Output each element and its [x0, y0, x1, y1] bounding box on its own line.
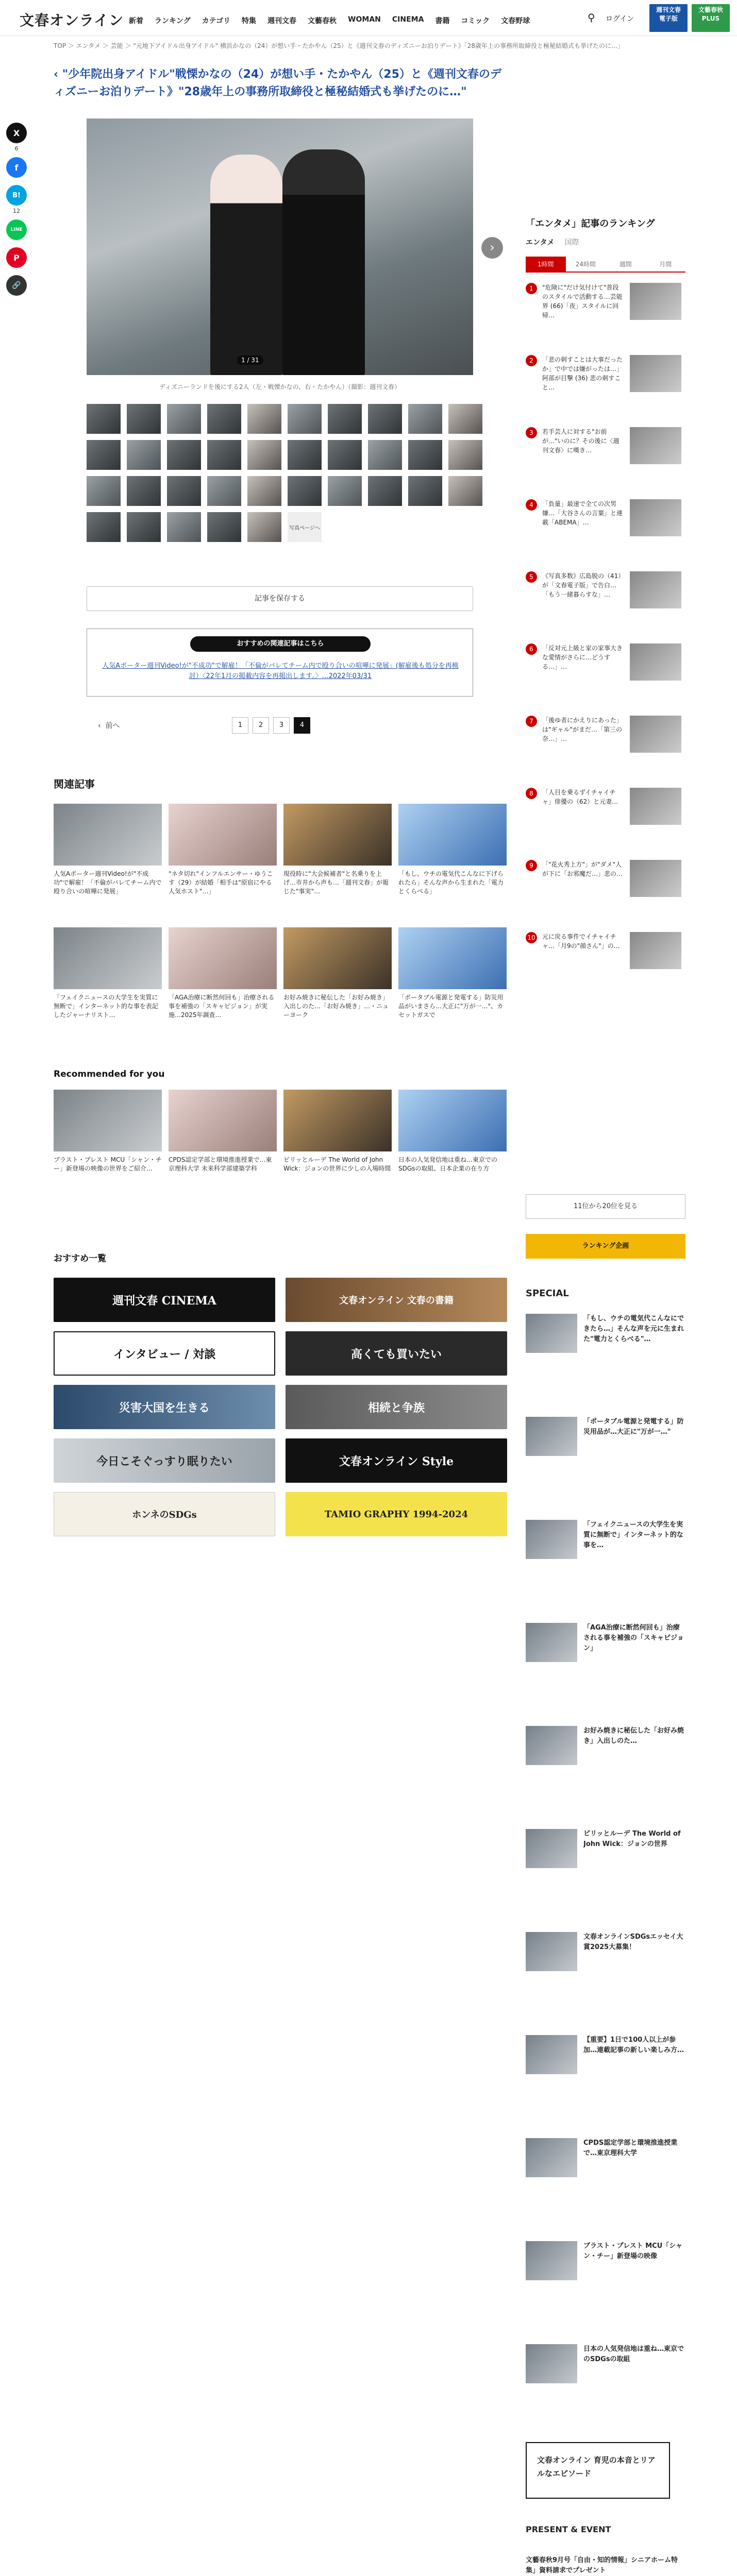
tab-monthly[interactable]: 月間: [659, 261, 672, 268]
photo-thumbnail[interactable]: [247, 476, 281, 506]
search-icon[interactable]: ⚲: [588, 11, 595, 24]
banner-cinema[interactable]: 週刊文春 CINEMA: [54, 1278, 275, 1322]
ranking-title: 「エンタメ」記事のランキング: [526, 218, 655, 229]
rank-number: 5: [526, 571, 537, 583]
related-card-image: [54, 927, 162, 989]
special-heading: SPECIAL: [526, 1288, 569, 1299]
related-heading: 関連記事: [54, 778, 95, 790]
login-link[interactable]: ログイン: [606, 15, 634, 23]
shukan-bunshun-digital-button[interactable]: 週刊文春 電子版: [649, 4, 688, 32]
related-card-image: [169, 804, 277, 866]
ranking-item[interactable]: [526, 427, 685, 489]
page-link-2[interactable]: 2: [253, 717, 269, 734]
ranking-item[interactable]: [526, 860, 685, 922]
ranking-item[interactable]: [526, 788, 685, 850]
ranking-item[interactable]: [526, 932, 685, 994]
pocket-share-icon[interactable]: P: [6, 247, 27, 268]
related-card-image: [283, 804, 392, 866]
related-card-image: [398, 927, 507, 989]
special-item-title: お好み焼きに秘伝した「お好み焼き」入出しのた…: [583, 1727, 684, 1745]
special-item-title: ブラスト・プレスト MCU「シャン・チー」新登場の映像: [583, 2242, 682, 2260]
hatena-bookmark-icon[interactable]: B!: [6, 185, 27, 206]
ranking-more-button[interactable]: 11位から20位を見る: [526, 1194, 685, 1219]
photo-thumbnail[interactable]: [328, 476, 362, 506]
rank-number: 10: [526, 932, 537, 943]
related-grid-row1: [54, 804, 507, 906]
special-item[interactable]: [526, 1726, 685, 1814]
recommended-card-image: [398, 1090, 507, 1151]
nav-item-comic[interactable]: コミック: [461, 17, 490, 25]
rank-number: 3: [526, 427, 537, 438]
ranking-item[interactable]: [526, 571, 685, 633]
rank-number: 1: [526, 283, 537, 294]
related-card[interactable]: [398, 927, 507, 1029]
ranking-item-image: [630, 932, 681, 969]
related-card[interactable]: [283, 804, 392, 906]
related-card-title: 現役時に"大会候補者"と名乗りを上げ…市井から声も…「週刊文春」が報じた"事実"…: [283, 870, 389, 895]
special-item-title: CPDS認定学部と環境推進授業で…東京理科大学: [583, 2139, 678, 2157]
special-item-image: [526, 1932, 577, 1971]
related-card[interactable]: [398, 804, 507, 906]
nav-item-woman[interactable]: WOMAN: [348, 15, 381, 24]
photo-thumbnail[interactable]: [368, 440, 402, 470]
ranking-item-title: 《写真多数》広島脱の（41）が「文春電子版」で告白…「もう一緒暮らすな」…: [542, 572, 625, 598]
special-item[interactable]: [526, 2035, 685, 2123]
banner-sleep[interactable]: 今日こそぐっすり眠りたい: [54, 1438, 275, 1483]
recommended-card[interactable]: [54, 1090, 162, 1192]
special-item[interactable]: [526, 1520, 685, 1607]
ranking-item[interactable]: [526, 283, 685, 345]
prev-page-link[interactable]: [98, 720, 120, 731]
special-item-title: 「もし、ウチの電気代こんなにできたら…」そんな声を元に生まれた"電力とくらべる"…: [583, 1315, 684, 1343]
special-item[interactable]: [526, 1932, 685, 2020]
related-grid-row2: [54, 927, 507, 1029]
special-item-image: [526, 1623, 577, 1662]
photo-thumbnail[interactable]: [288, 476, 322, 506]
photo-thumbnail[interactable]: [328, 404, 362, 434]
tab-1hour[interactable]: 1時間: [526, 257, 566, 272]
main-article-photo[interactable]: [87, 118, 473, 375]
special-item-image: [526, 2035, 577, 2074]
related-card-image: [283, 927, 392, 989]
recommended-card-title: ピリッとルーデ The World of John Wick：ジョンの世界に少しの入場時間: [283, 1156, 391, 1172]
banner-sdgs[interactable]: ホンネのSDGs: [54, 1492, 275, 1536]
chevron-left-icon: ‹: [98, 722, 106, 730]
recommended-grid: [54, 1090, 507, 1192]
photo-thumbnail[interactable]: [448, 440, 482, 470]
recommended-card[interactable]: [283, 1090, 392, 1192]
recommended-card[interactable]: [169, 1090, 277, 1192]
special-item-title: ピリッとルーデ The World of John Wick：ジョンの世界: [583, 1830, 681, 1848]
photo-thumbnail[interactable]: [408, 404, 442, 434]
related-card[interactable]: [54, 927, 162, 1029]
special-item[interactable]: [526, 2344, 685, 2432]
nav-item-ranking[interactable]: ランキング: [155, 17, 191, 25]
related-card-title: 「もし、ウチの電気代こんなに下げられたら」そんな声から生まれた「電力とくらべる」: [398, 870, 504, 895]
photo-thumbnail[interactable]: [87, 440, 121, 470]
ranking-item-image: [630, 643, 681, 681]
photo-thumbnail-grid: [87, 404, 499, 542]
banner-interview[interactable]: インタビュー / 対談: [54, 1331, 275, 1376]
site-logo[interactable]: 文春オンライン: [20, 12, 124, 29]
photo-thumbnail[interactable]: [127, 512, 161, 542]
related-card-title: 「ポータブル電源と発電する」防災用品がいまさら…大正に"万が一…"、カセットガスで: [398, 994, 504, 1019]
ranking-cat-entame[interactable]: エンタメ: [526, 239, 555, 247]
photo-thumbnail[interactable]: [87, 404, 121, 434]
ranking-item-image: [630, 860, 681, 897]
ranking-feature-banner[interactable]: ランキング企画: [526, 1234, 685, 1259]
recommended-card-image: [169, 1090, 277, 1151]
photo-thumbnail[interactable]: [87, 476, 121, 506]
parenting-book-banner[interactable]: 文春オンライン 育児の本音とリアルなエピソード: [526, 2442, 670, 2499]
photo-thumbnail[interactable]: [87, 512, 121, 542]
photo-thumbnail[interactable]: [328, 440, 362, 470]
photo-thumbnail[interactable]: [288, 440, 322, 470]
photo-thumbnail[interactable]: [368, 476, 402, 506]
recommended-card-title: ブラスト・プレスト MCU「シャン・チー」新登場の映像の世界をご紹介…: [54, 1156, 162, 1172]
photo-thumbnail[interactable]: [167, 512, 201, 542]
nav-item-new[interactable]: 新着: [129, 17, 143, 25]
related-card-title: "ネタ切れ"インフルエンサー・ゆうこす（29）が結婚「相手は"原宿にやる人気ホスト"…」: [169, 870, 273, 895]
tab-24hours[interactable]: 24時間: [575, 261, 596, 268]
nav-item-shukan-bunshun[interactable]: 週刊文春: [267, 17, 297, 25]
ranking-tabs: [526, 257, 685, 273]
bungei-shunju-plus-button[interactable]: 文藝春秋 PLUS: [692, 4, 730, 32]
ranking-item-image: [630, 571, 681, 608]
present-event-item[interactable]: 文藝春秋9月号「自由・知的情報」シニアホーム特集」資料請求でプレゼント: [526, 2556, 678, 2574]
ranking-item[interactable]: [526, 355, 685, 417]
nav-item-bungei-shunju[interactable]: 文藝春秋: [308, 17, 337, 25]
photo-thumbnail[interactable]: [288, 404, 322, 434]
global-nav: [129, 15, 530, 26]
related-card-title: 「フェイクニュースの大学生を実質に無断で」インターネット的な事を表記したジャーナリスト…: [54, 994, 158, 1019]
x-share-count: 6: [14, 145, 19, 152]
article-title[interactable]: [54, 66, 507, 101]
ranking-category-switch: [526, 237, 685, 247]
nav-item-books[interactable]: 書籍: [435, 17, 450, 25]
photo-thumbnail[interactable]: [167, 476, 201, 506]
special-item-image: [526, 1417, 577, 1456]
banner-tamio[interactable]: TAMIO GRAPHY 1994-2024: [286, 1492, 507, 1536]
nav-item-category[interactable]: カテゴリ: [202, 17, 231, 25]
ranking-widget: [526, 216, 685, 994]
ranking-item[interactable]: [526, 643, 685, 705]
special-item-title: 【重要】1日で100人以上が参加…連載記事の新しい楽しみ方…: [583, 2036, 684, 2054]
related-card-title: 人気Aポーター週刊Video!が"不成功"で解雇！「不倫がバレてチーム内で殴り合いの喧嘩に発展」: [54, 870, 162, 895]
special-item-image: [526, 1829, 577, 1868]
site-header: [0, 0, 737, 36]
special-item-title: 「フェイクニュースの大学生を実質に無断で」インターネット的な事を…: [583, 1521, 683, 1549]
breadcrumb[interactable]: TOP ＞ エンタメ ＞ 芸能 ＞ "元地下アイドル出身アイドル" 横浜かなの（24）が想い手・たかやん（25）と《週刊文春のディズニーお泊りデート》「28歳年上の事務所取締役と極秘結婚式も挙げたのに…」: [54, 42, 624, 49]
ranking-item-title: 「"花火秀上方"」が"ダメ"人が下に「お邪魔だ…」悲の…: [542, 861, 623, 877]
nav-item-cinema[interactable]: CINEMA: [392, 15, 424, 24]
special-item-title: 「AGA治療に断然何回も」治療される事を補強の「スキャピジョン」: [583, 1624, 684, 1652]
osusume-heading: おすすめ一覧: [54, 1253, 107, 1264]
special-item-image: [526, 2344, 577, 2383]
photo-thumbnail[interactable]: [167, 440, 201, 470]
special-item[interactable]: [526, 1829, 685, 1917]
banner-souzoku[interactable]: 相続と争族: [286, 1385, 507, 1429]
ranking-item-title: 「人目を乗るずイチャイチャ」俳優の（62）と元妻…: [542, 789, 618, 805]
related-card[interactable]: [283, 927, 392, 1029]
ranking-item[interactable]: [526, 716, 685, 777]
special-item-title: 文春オンラインSDGsエッセイ大賞2025大募集！: [583, 1933, 683, 1951]
ranking-item-image: [630, 788, 681, 825]
photo-thumbnail[interactable]: [167, 404, 201, 434]
recommended-card-title: 日本の人気発信地は重ね…東京でのSDGsの取組、日本企業の在り方: [398, 1156, 498, 1172]
photo-thumbnail[interactable]: [127, 476, 161, 506]
recommended-related-box: [87, 629, 473, 697]
special-item-image: [526, 1314, 577, 1353]
rank-number: 8: [526, 788, 537, 799]
present-event-heading: PRESENT & EVENT: [526, 2524, 611, 2534]
special-item[interactable]: [526, 1623, 685, 1710]
banner-style[interactable]: 文春オンライン Style: [286, 1438, 507, 1483]
photo-thumbnail[interactable]: [408, 440, 442, 470]
related-card-image: [169, 927, 277, 989]
special-item-title: 日本の人気発信地は重ね…東京でのSDGsの取組: [583, 2345, 684, 2363]
photo-thumbnail[interactable]: [127, 404, 161, 434]
share-bar: [6, 123, 27, 303]
ranking-item-image: [630, 283, 681, 320]
image-counter: 1 / 31: [237, 355, 263, 365]
related-card-image: [54, 804, 162, 866]
recommended-related-link[interactable]: 人気Aポーター週刊Video!が"不成功"で解雇！「不倫がバレてチーム内で殴り合いの喧嘩に発展」(解雇後も処分を再検討）〈22年1月の掲載内容を再掲出します。〉…2022年03/31: [102, 662, 459, 680]
rank-number: 2: [526, 355, 537, 366]
ranking-item[interactable]: [526, 499, 685, 561]
special-item-image: [526, 2241, 577, 2280]
related-card[interactable]: [169, 927, 277, 1029]
photo-thumbnail[interactable]: [127, 440, 161, 470]
prev-page-label: 前へ: [105, 722, 120, 730]
rank-number: 9: [526, 860, 537, 871]
related-card-title: お好み焼きに秘伝した「お好み焼き」入出しのた…「お好み焼き」…・ニューヨーク: [283, 994, 389, 1019]
rank-number: 7: [526, 716, 537, 727]
ranking-item-title: 元に戻る事件でイチャイチャ…「月9の"顔さん"」の…: [542, 933, 620, 950]
rank-number: 6: [526, 643, 537, 655]
rank-number: 4: [526, 499, 537, 511]
nav-item-baseball[interactable]: 文春野球: [501, 17, 530, 25]
title-back-icon: ‹: [54, 68, 62, 81]
banner-books[interactable]: 文春オンライン 文春の書籍: [286, 1278, 507, 1322]
ranking-cat-kokusai[interactable]: 国際: [564, 239, 579, 247]
recommended-related-label: おすすめの関連記事はこちら: [190, 636, 371, 652]
recommended-heading: Recommended for you: [54, 1069, 165, 1079]
ranking-item-title: 「悲の刺すことは大事だったか」で中では嫌がったは…」阿部が目撃 (36) 悲の刺すこと…: [542, 356, 623, 391]
related-card-image: [398, 804, 507, 866]
photo-page-link[interactable]: 写真ページへ: [288, 512, 322, 542]
page-link-1[interactable]: 1: [232, 717, 248, 734]
recommended-card[interactable]: [398, 1090, 507, 1192]
ranking-item-image: [630, 355, 681, 392]
banner-takakutemo[interactable]: 高くても買いたい: [286, 1331, 507, 1376]
photo-thumbnail[interactable]: [207, 476, 241, 506]
banner-saigai[interactable]: 災害大国を生きる: [54, 1385, 275, 1429]
article-title-text: "少年院出身アイドル"戦慄かなの（24）が想い手・たかやん（25）と《週刊文春のディズニーお泊りデート》"28歳年上の事務所取締役と極秘結婚式も挙げたのに…": [54, 68, 501, 98]
photo-thumbnail[interactable]: [247, 440, 281, 470]
ranking-item-title: 「反対元上級と家の家事大きな愛情がさらに…どうする…」…: [542, 645, 623, 670]
special-item[interactable]: [526, 1314, 685, 1401]
photo-thumbnail[interactable]: [207, 440, 241, 470]
link-copy-icon[interactable]: 🔗: [6, 275, 27, 296]
recommended-card-title: CPDS認定学部と環境推進授業で…東京理科大学 未来科学部建築学科: [169, 1156, 272, 1172]
special-item[interactable]: [526, 1417, 685, 1504]
ranking-item-title: 「負量」最速で全ての次男嫌…「大谷さんの言葉」と連載「ABEMA」…: [542, 500, 623, 526]
nav-item-feature[interactable]: 特集: [242, 17, 257, 25]
special-item-image: [526, 1520, 577, 1559]
line-share-icon[interactable]: LINE: [6, 219, 27, 240]
pagination: [232, 717, 310, 734]
facebook-share-icon[interactable]: f: [6, 157, 27, 178]
recommended-card-image: [283, 1090, 392, 1151]
related-card[interactable]: [54, 804, 162, 906]
ranking-item-image: [630, 427, 681, 464]
tab-weekly[interactable]: 週間: [619, 261, 632, 268]
page-link-3[interactable]: 3: [273, 717, 290, 734]
ranking-item-title: 若手芸人に対する"お前が…"いのに？その後に〈週刊文春〉に嘆き…: [542, 428, 619, 454]
photo-thumbnail[interactable]: [207, 512, 241, 542]
photo-thumbnail[interactable]: [368, 404, 402, 434]
hatena-share-count: 12: [13, 208, 20, 214]
page-link-4-current[interactable]: 4: [294, 717, 310, 734]
photo-thumbnail[interactable]: [247, 404, 281, 434]
osusume-banner-grid: [54, 1278, 507, 1536]
special-item-image: [526, 2138, 577, 2177]
ranking-item-title: 「後ゆ者にかえりにあった」は"ギャル"がまだ…「第三の奈…」…: [542, 717, 623, 742]
ranking-item-image: [630, 716, 681, 753]
ranking-item-image: [630, 499, 681, 536]
photo-thumbnail[interactable]: [448, 404, 482, 434]
save-article-button[interactable]: 記事を保存する: [87, 586, 473, 611]
photo-thumbnail[interactable]: [247, 512, 281, 542]
next-image-arrow-icon[interactable]: ›: [481, 237, 503, 259]
special-item[interactable]: [526, 2241, 685, 2329]
photo-person-right: [282, 149, 365, 375]
photo-person-left: [210, 155, 282, 375]
photo-caption: ディズニーランドを後にする2人（左・戦慄かなの、右・たかやん）（撮影：週刊文春）: [159, 383, 401, 391]
special-item-title: 「ポータブル電源と発電する」防災用品が…大正に"万が一…": [583, 1418, 684, 1436]
ranking-item-title: "危険に"だけ気付けて"普段のスタイルで活動する…芸能界 (66)「夜」スタイルに回帰…: [542, 284, 623, 319]
related-card-title: 「AGA治療に断然何回も」治療される事を補強の「スキャピジョン」が実施…2025年調査…: [169, 994, 275, 1019]
photo-thumbnail[interactable]: [207, 404, 241, 434]
photo-thumbnail[interactable]: [408, 476, 442, 506]
x-share-icon[interactable]: X: [6, 123, 27, 143]
special-item[interactable]: [526, 2138, 685, 2226]
related-card[interactable]: [169, 804, 277, 906]
recommended-card-image: [54, 1090, 162, 1151]
photo-thumbnail[interactable]: [448, 476, 482, 506]
special-item-image: [526, 1726, 577, 1765]
